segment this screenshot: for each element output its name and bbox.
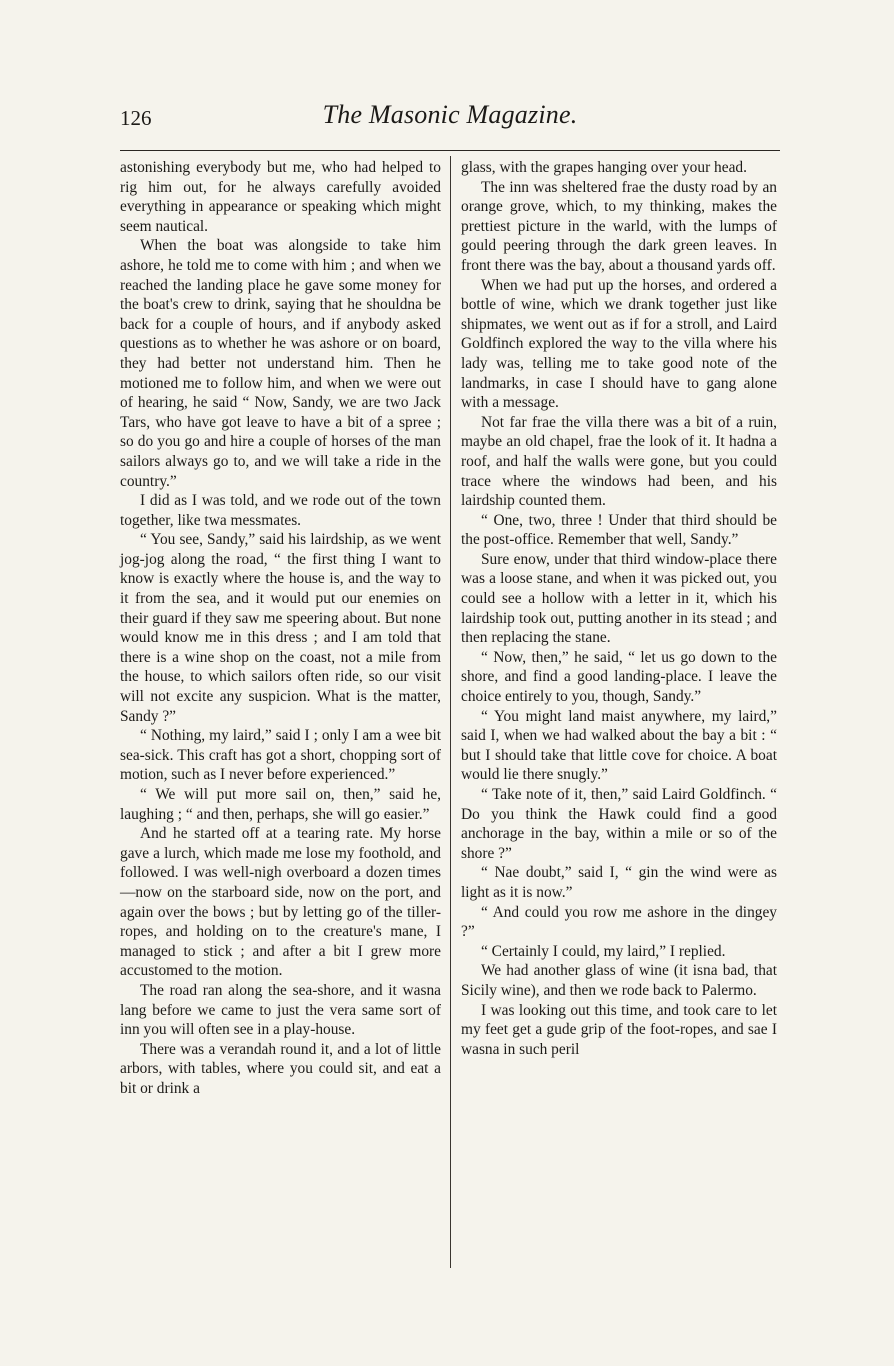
paragraph: The road ran along the sea-shore, and it wasna lang before we came to just the vera same sort of inn you will often see in a play-house. (120, 981, 441, 1039)
paragraph: “ Take note of it, then,” said Laird Goldfinch. “ Do you think the Hawk could find a good anchorage in the bay, within a mile or so of the shore ?” (461, 786, 777, 862)
page-header (120, 98, 780, 138)
paragraph: “ You see, Sandy,” said his lairdship, as we went jog-jog along the road, “ the first thing I want to know is exactly where the house is, and the way to it from the sea, and it would put our enemies on their guard if they saw me speering about. But none would know me in this dress ; and I am told that there is a wine shop on the coast, not a mile from the house, to which sailors often ride, so our visit will not excite any suspicion. What is the matter, Sandy ?” (120, 531, 441, 725)
running-title: The Masonic Magazine. (322, 100, 578, 129)
paragraph: I was looking out this time, and took care to let my feet get a gude grip of the foot-ropes, and sae I wasna in such peril (461, 1001, 777, 1058)
column-divider (450, 156, 451, 1268)
paragraph: When we had put up the horses, and ordered a bottle of wine, which we drank together just like shipmates, we went out as if for a stroll, and Laird Goldfinch explored the way to the villa where his lady was, telling me to take good note of the landmarks, in case I should have to gang alone with a message. (461, 276, 777, 412)
paragraph: “ Now, then,” he said, “ let us go down to the shore, and find a good landing-place. I leave the choice entirely to you, though, Sandy.” (461, 648, 777, 706)
paragraph: “ Nae doubt,” said I, “ gin the wind were as light as it is now.” (461, 864, 777, 901)
paragraph: “ One, two, three ! Under that third should be the post-office. Remember that well, Sandy.” (461, 511, 777, 549)
paragraph: “ We will put more sail on, then,” said he, laughing ; “ and then, perhaps, she will go easier.” (120, 786, 441, 823)
paragraph: “ Nothing, my laird,” said I ; only I am a wee bit sea-sick. This craft has got a short, chopping sort of motion, such as I never before experienced.” (120, 727, 441, 784)
paragraph: There was a verandah round it, and a lot of little arbors, with tables, where you could sit, and eat a bit or drink a (120, 1040, 441, 1097)
paragraph: We had another glass of wine (it isna bad, that Sicily wine), and then we rode back to Palermo. (461, 962, 777, 999)
left-column (120, 158, 441, 1099)
paragraph: “ Certainly I could, my laird,” I replied. (481, 942, 726, 960)
paragraph: glass, with the grapes hanging over your head. (461, 159, 747, 176)
paragraph: And he started off at a tearing rate. My horse gave a lurch, which made me lose my foothold, and followed. I was well-nigh overboard a dozen times—now on the starboard side, now on the port, and again over the bows ; but by letting go of the tiller-ropes, and holding on to the creature's mane, I managed to stick ; and after a bit I grew more accustomed to the motion. (120, 825, 441, 980)
paragraph: I did as I was told, and we rode out of the town together, like twa messmates. (120, 492, 441, 529)
paragraph: When the boat was alongside to take him ashore, he told me to come with him ; and when we reached the landing place he gave some money for the boat's crew to drink, saying that he shouldna be back for a couple of hours, and if anybody asked questions as to whether he was ashore or on board, they had better not understand him. Then he motioned me to follow him, and when we were out of hearing, he said “ Now, Sandy, we are two Jack Tars, who have got leave to have a bit of a spree ; so do you go and hire a couple of horses of the man sailors always go to, and we will take a ride in the country.” (120, 237, 441, 490)
paragraph: “ You might land maist anywhere, my laird,” said I, when we had walked about the bay a bit : “ but I should take that little cove for choice. A boat would lie there snugly.” (461, 707, 777, 784)
right-column (461, 158, 777, 1059)
page-number: 126 (120, 106, 152, 130)
paragraph: “ And could you row me ashore in the dingey ?” (461, 903, 777, 941)
paragraph: Sure enow, under that third window-place there was a loose stane, and when it was picked out, you could see a hollow with a letter in it, which his lairdship took out, putting another in its stead ; and then replacing the stane. (461, 550, 777, 647)
paragraph: astonishing everybody but me, who had helped to rig him out, for he always carefully avoided everything in appearance or speaking which might seem nautical. (120, 159, 441, 235)
paragraph: Not far frae the villa there was a bit of a ruin, maybe an old chapel, frae the look of it. It hadna a roof, and half the walls were gone, but you could trace where the windows had been, and his lairdship counted them. (461, 413, 777, 510)
paragraph: The inn was sheltered frae the dusty road by an orange grove, which, to my thinking, makes the prettiest picture in the warld, with the lumps of gould peering through the dark green leaves. In front there was the bay, about a thousand yards off. (461, 178, 777, 274)
header-rule (120, 150, 780, 151)
